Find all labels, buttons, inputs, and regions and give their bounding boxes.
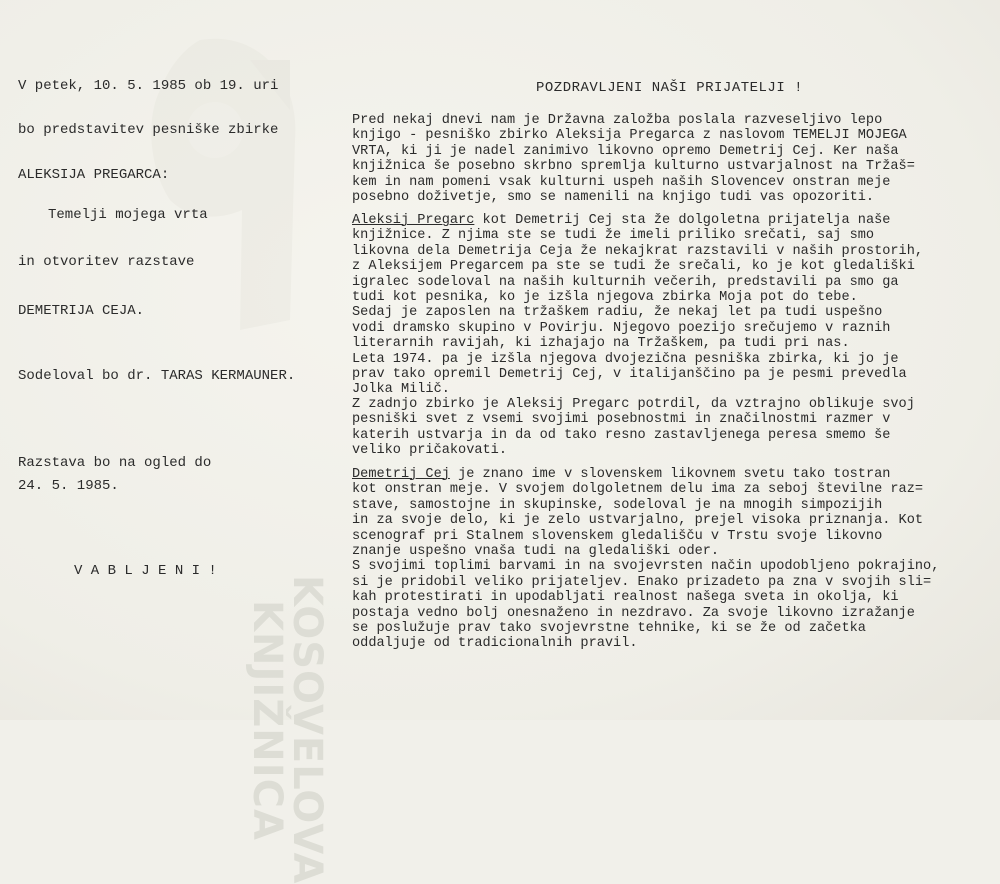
paragraph-cej: [352, 467, 982, 652]
watermark-text-kosovelova: KOSOVELOVA: [284, 575, 330, 884]
announcement-presentation: bo predstavitev pesniške zbirke: [18, 122, 279, 138]
announcement-date: V petek, 10. 5. 1985 ob 19. uri: [18, 78, 279, 94]
letter-heading: POZDRAVLJENI NAŠI PRIJATELJI !: [536, 80, 804, 96]
name-cej: Demetrij Cej: [352, 467, 450, 482]
watermark-text-knjiznica: KNJIŽNICA: [244, 600, 290, 841]
paragraph-latest-collection: Z zadnjo zbirko je Aleksij Pregarc potrdil, da vztrajno oblikuje svoj pesniški svet z vsemi svojimi posebnostmi in značilnostmi razmer v katerih ustvarja in da od tako resno zastavljenega peresa smemo še veliko pričakovati.: [352, 397, 915, 459]
announcement-participant: Sodeloval bo dr. TARAS KERMAUNER.: [18, 368, 296, 384]
announcement-invitation: V A B L J E N I !: [74, 563, 217, 579]
paragraph-pregarc-first-line: kot Demetrij Cej sta že dolgoletna prijatelja naše: [474, 213, 891, 228]
announcement-viewing: Razstava bo na ogled do: [18, 455, 212, 471]
paragraph-pregarc: [352, 213, 982, 398]
announcement-artist: DEMETRIJA CEJA.: [18, 303, 145, 319]
announcement-exhibition: in otvoritev razstave: [18, 254, 195, 270]
announcement-author: ALEKSIJA PREGARCA:: [18, 167, 170, 183]
name-pregarc: Aleksij Pregarc: [352, 213, 475, 228]
paragraph-intro: Pred nekaj dnevi nam je Državna založba poslala razveseljivo lepo knjigo - pesniško zbirko Aleksija Pregarca z naslovom TEMELJI MOJEGA VRTA, ki ji je nadel zanimivo likovno opremo Demetrij Cej. Ker naša knjižnica še posebno skrbno spremlja kulturno ustvarjalnost na Tržaš= kem in nam pomeni vsak kulturni uspeh naših Slovencev onstran meje posebno doživetje, smo se namenili na knjigo tudi vas opozoriti.: [352, 113, 915, 206]
announcement-book-title: Temelji mojega vrta: [48, 207, 208, 223]
paragraph-pregarc-body: knjižnice. Z njima ste se tudi že imeli priliko srečati, saj smo likovna dela Demetrija Ceja že nekajkrat razstavili v naših prostorih, z Aleksijem Pregarcem pa ste se tudi že srečali, ko je kot gledališki igralec sodeloval na naših kulturnih večerih, predstavili pa smo ga tudi kot pesnika, ko je izšla njegova zbirka Moja pot do tebe. Sedaj je zaposlen na tržaškem radiu, že nekaj let pa tudi uspešno vodi dramsko skupino v Povirju. Njegovo poezijo srečujemo v raznih literarnih ravijah, ki izhajajo na Tržaškem, pa tudi pri nas. Leta 1974. pa je izšla njegova dvojezična pesniška zbirka, ki jo je prav tako opremil Demetrij Cej, v italijanščino pa je pesmi prevedla Jolka Milič.: [352, 228, 924, 398]
paragraph-cej-body: kot onstran meje. V svojem dolgoletnem delu ima za seboj številne raz= stave, samostojne in skupinske, sodeloval je na mnogih simpozijih in za svoje delo, ki je zelo ustvarjalno, prejel visoka priznanja. Kot scenograf pri Stalnem slovenskem gledališču v Trstu svoje likovno znanje uspešno vnaša tudi na gledališki oder. S svojimi toplimi barvami in na svojevrsten način upodobljeno pokrajino, si je pridobil veliko prijateljev. Enako prizadeto pa zna v svojih sli= kah protestirati in upodabljati realnost našega sveta in okolja, ki postaja vedno bolj onesnaženo in nezdravo. Za svoje likovno izražanje se poslužuje prav tako svojevrstne tehnike, ki se že od začetka oddaljuje od tradicionalnih pravil.: [352, 482, 940, 652]
paragraph-cej-first-line: je znano ime v slovenskem likovnem svetu tako tostran: [449, 467, 891, 482]
announcement-end-date: 24. 5. 1985.: [18, 478, 119, 494]
